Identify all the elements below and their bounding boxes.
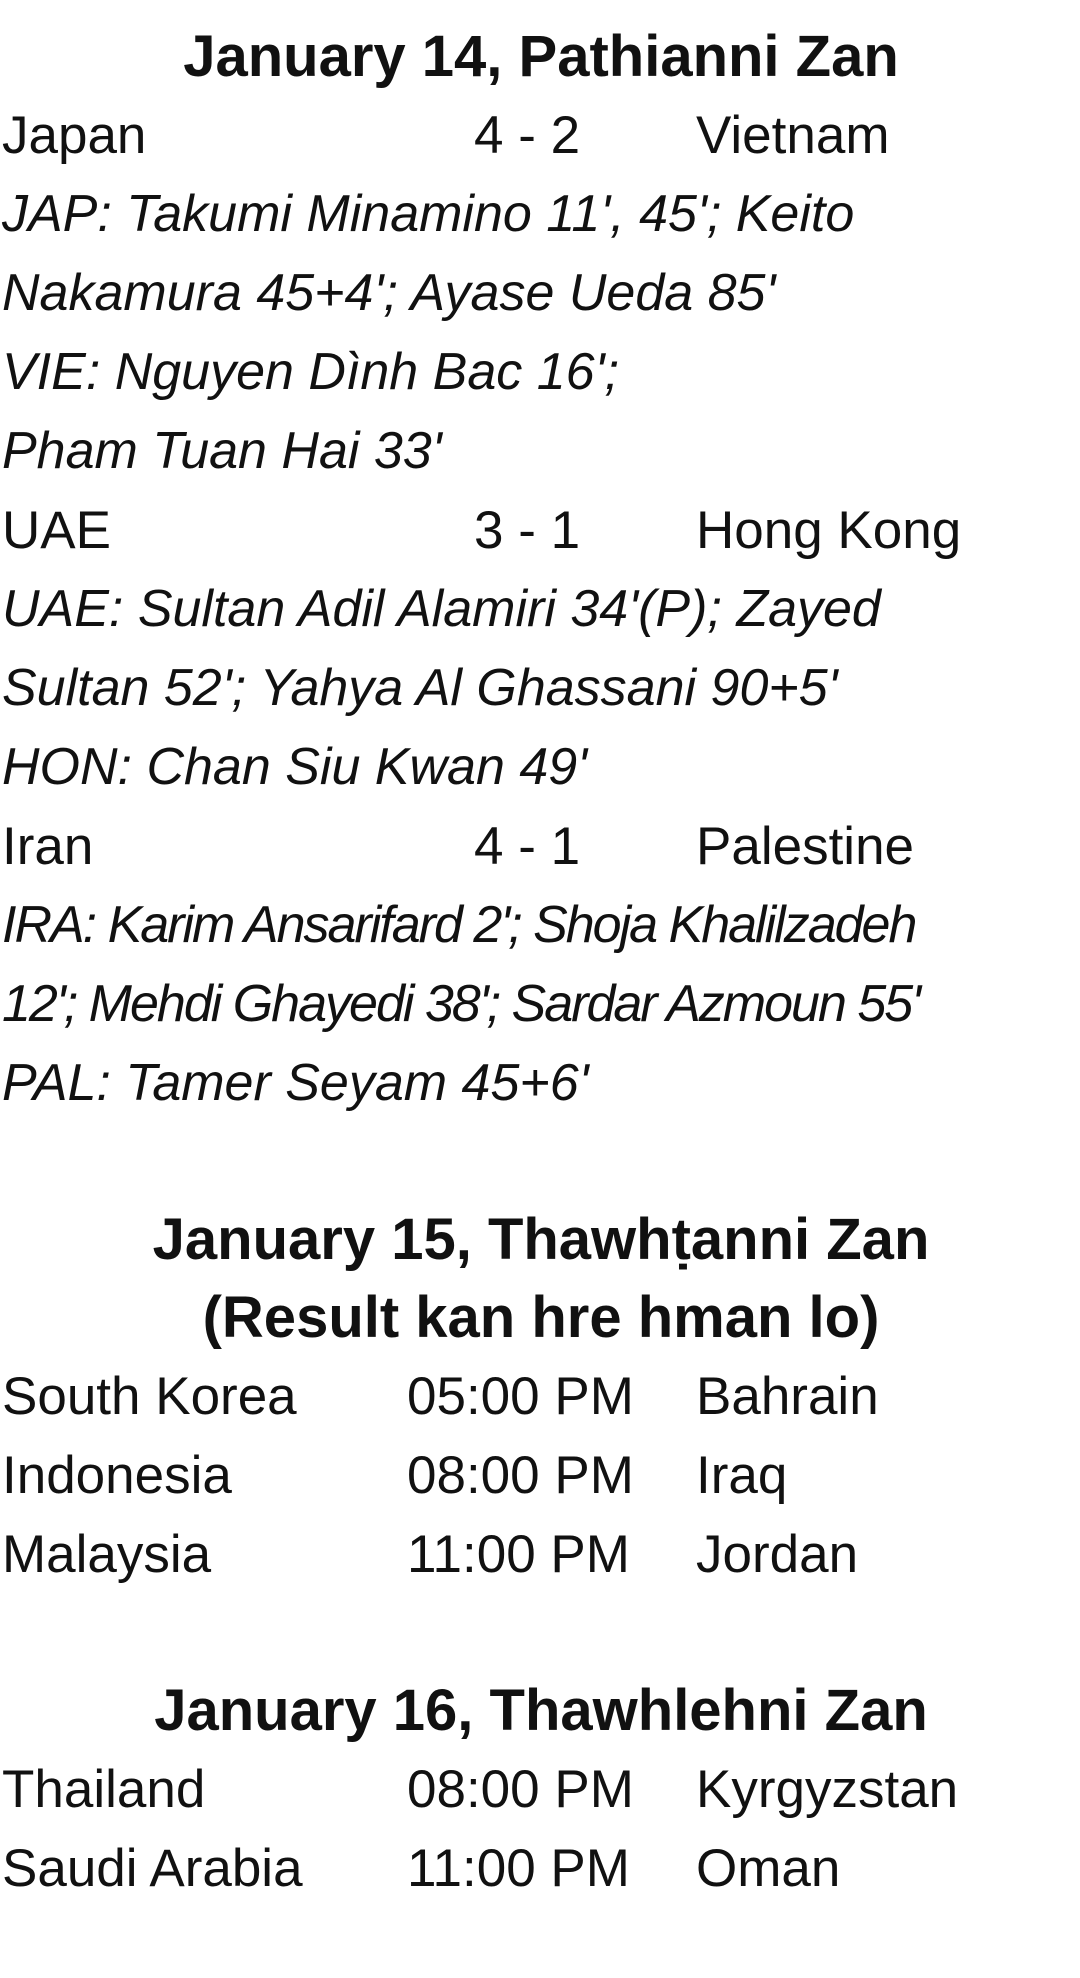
home-team: Saudi Arabia — [2, 1839, 303, 1898]
section-january-15 — [2, 1201, 1080, 1594]
fixture-row — [2, 1357, 1080, 1436]
fixture-row — [2, 1436, 1080, 1515]
match-row — [2, 96, 1080, 175]
section-heading: January 15, Thawhṭanni Zan — [152, 1207, 930, 1272]
scorer-line: Sultan 52'; Yahya Al Ghassani 90+5' — [2, 659, 838, 717]
scorer-line: UAE: Sultan Adil Alamiri 34'(P); Zayed — [2, 580, 881, 638]
fixture-row — [2, 1750, 1080, 1829]
match-row — [2, 807, 1080, 886]
home-team: UAE — [2, 501, 111, 560]
away-team: Jordan — [696, 1525, 859, 1584]
match-score: 4 - 1 — [474, 817, 581, 876]
match-row — [2, 491, 1080, 570]
section-heading: January 14, Pathianni Zan — [183, 24, 899, 89]
home-team: Malaysia — [2, 1525, 212, 1584]
away-team: Oman — [696, 1839, 841, 1898]
home-team: Thailand — [2, 1760, 206, 1819]
scorer-line: IRA: Karim Ansarifard 2'; Shoja Khalilzadeh — [2, 896, 916, 954]
scorer-line: JAP: Takumi Minamino 11', 45'; Keito — [2, 185, 855, 243]
scorer-line: 12'; Mehdi Ghayedi 38'; Sardar Azmoun 55' — [2, 975, 920, 1033]
section-january-16 — [2, 1672, 1080, 1908]
scorer-line: PAL: Tamer Seyam 45+6' — [2, 1054, 589, 1112]
home-team: Indonesia — [2, 1446, 232, 1505]
away-team: Iraq — [696, 1446, 788, 1505]
section-heading: January 16, Thawhlehni Zan — [154, 1678, 928, 1743]
scorer-line: VIE: Nguyen Dình Bac 16'; — [2, 343, 619, 401]
home-team: South Korea — [2, 1367, 297, 1426]
away-team: Vietnam — [696, 106, 890, 165]
kickoff-time: 11:00 PM — [407, 1839, 630, 1898]
fixture-row — [2, 1515, 1080, 1594]
section-subheading: (Result kan hre hman lo) — [202, 1285, 880, 1350]
kickoff-time: 08:00 PM — [407, 1446, 634, 1505]
away-team: Palestine — [696, 817, 915, 876]
kickoff-time: 11:00 PM — [407, 1525, 630, 1584]
kickoff-time: 05:00 PM — [407, 1367, 634, 1426]
away-team: Kyrgyzstan — [696, 1760, 959, 1819]
fixture-row — [2, 1829, 1080, 1908]
away-team: Bahrain — [696, 1367, 879, 1426]
home-team: Iran — [2, 817, 94, 876]
scorer-line: Nakamura 45+4'; Ayase Ueda 85' — [2, 264, 776, 322]
scorer-line: HON: Chan Siu Kwan 49' — [2, 738, 588, 796]
match-score: 3 - 1 — [474, 501, 581, 560]
home-team: Japan — [2, 106, 147, 165]
section-january-14 — [2, 18, 1080, 1123]
kickoff-time: 08:00 PM — [407, 1760, 634, 1819]
scorer-line: Pham Tuan Hai 33' — [2, 422, 442, 480]
away-team: Hong Kong — [696, 501, 962, 560]
match-score: 4 - 2 — [474, 106, 581, 165]
